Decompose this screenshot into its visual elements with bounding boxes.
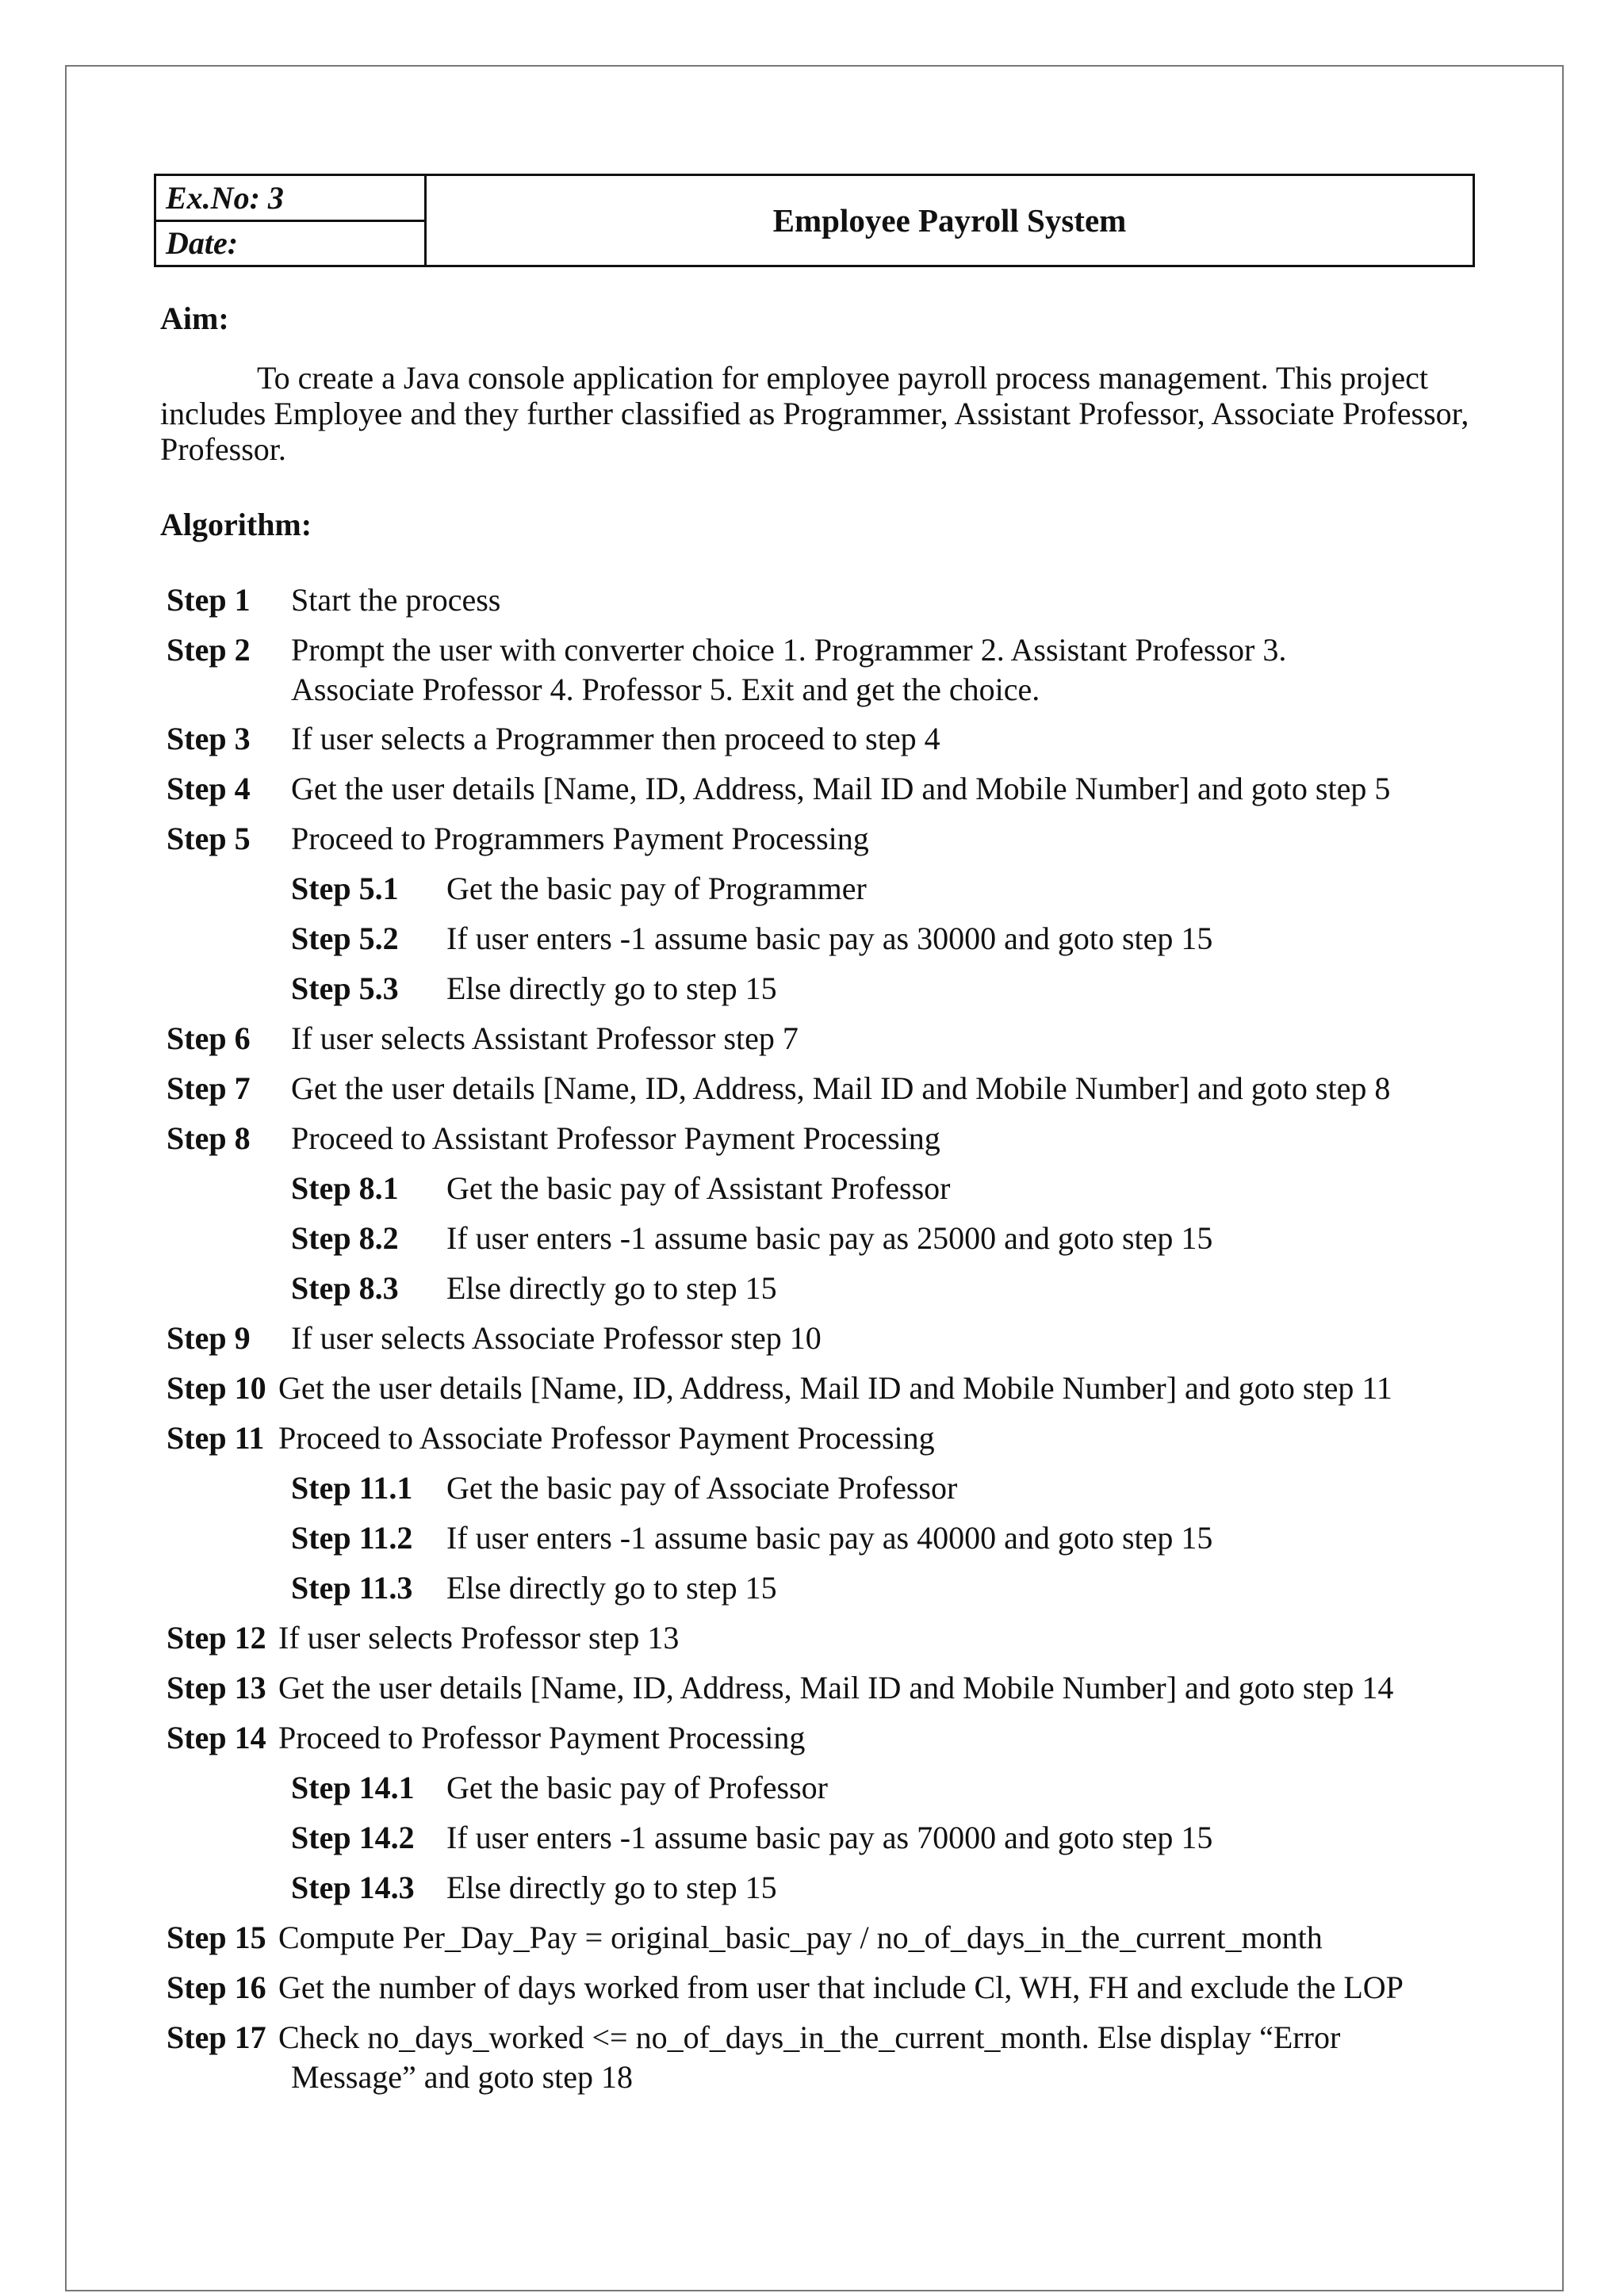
step-label: Step 16	[167, 1970, 266, 2005]
step-label: Step 3	[167, 721, 251, 756]
step-label: Step 11.1	[291, 1470, 413, 1506]
exercise-number: Ex.No: 3	[156, 176, 424, 222]
step-label: Step 8.1	[291, 1170, 399, 1206]
algorithm-heading: Algorithm:	[160, 507, 312, 542]
step-label: Step 14.2	[291, 1820, 415, 1855]
step-label: Step 14.1	[291, 1770, 415, 1805]
aim-heading: Aim:	[160, 301, 229, 336]
aim-paragraph: To create a Java console application for employee payroll process management. This project includes Employee and they further classified as Programmer, Assistant Professor, Associate Professor, Professor.	[160, 360, 1469, 467]
step-label: Step 8.3	[291, 1270, 399, 1306]
step-text: Get the basic pay of Assistant Professor	[446, 1170, 951, 1206]
step-text-continued: Message” and goto step 18	[291, 2059, 634, 2095]
step-text: Else directly go to step 15	[446, 1570, 777, 1606]
document-title: Employee Payroll System	[772, 202, 1127, 239]
step-text: Proceed to Programmers Payment Processing	[291, 821, 869, 856]
step-label: Step 12	[167, 1620, 266, 1656]
step-label: Step 13	[167, 1670, 266, 1705]
step-label: Step 17	[167, 2019, 266, 2055]
step-text: Else directly go to step 15	[446, 1870, 777, 1905]
step-text: Get the basic pay of Professor	[446, 1770, 828, 1805]
step-text: Get the user details [Name, ID, Address, Mail ID and Mobile Number] and goto step 11	[278, 1370, 1392, 1406]
step-text: If user enters -1 assume basic pay as 25000 and goto step 15	[446, 1220, 1213, 1256]
step-label: Step 8.2	[291, 1220, 399, 1256]
step-text: If user enters -1 assume basic pay as 70000 and goto step 15	[446, 1820, 1213, 1855]
step-text: If user enters -1 assume basic pay as 40000 and goto step 15	[446, 1520, 1213, 1556]
step-text: If user selects Assistant Professor step 7	[291, 1020, 799, 1056]
step-label: Step 11.2	[291, 1520, 413, 1556]
step-text: Compute Per_Day_Pay = original_basic_pay / no_of_days_in_the_current_month	[278, 1920, 1323, 1955]
header-left-column	[156, 176, 427, 265]
step-label: Step 1	[167, 582, 251, 618]
step-text: If user enters -1 assume basic pay as 30000 and goto step 15	[446, 921, 1213, 956]
step-label: Step 5.3	[291, 970, 399, 1006]
date-field: Date:	[166, 225, 239, 262]
step-text: Get the user details [Name, ID, Address, Mail ID and Mobile Number] and goto step 5	[291, 771, 1391, 806]
step-text: If user selects Professor step 13	[278, 1620, 680, 1656]
step-text: If user selects a Programmer then proceed to step 4	[291, 721, 940, 756]
step-text: Prompt the user with converter choice 1. Programmer 2. Assistant Professor 3.	[291, 632, 1287, 668]
step-label: Step 14.3	[291, 1870, 415, 1905]
step-text: Get the user details [Name, ID, Address, Mail ID and Mobile Number] and goto step 14	[278, 1670, 1394, 1705]
step-label: Step 14	[167, 1720, 266, 1755]
step-label: Step 6	[167, 1020, 251, 1056]
step-text: Else directly go to step 15	[446, 970, 777, 1006]
step-text: Get the user details [Name, ID, Address, Mail ID and Mobile Number] and goto step 8	[291, 1070, 1391, 1106]
step-text: Else directly go to step 15	[446, 1270, 777, 1306]
step-text: Get the basic pay of Programmer	[446, 871, 867, 906]
step-label: Step 5.2	[291, 921, 399, 956]
step-text: Get the basic pay of Associate Professor	[446, 1470, 958, 1506]
step-label: Step 4	[167, 771, 251, 806]
step-label: Step 5.1	[291, 871, 399, 906]
step-label: Step 10	[167, 1370, 266, 1406]
step-label: Step 7	[167, 1070, 251, 1106]
step-label: Step 8	[167, 1120, 251, 1156]
step-label: Step 5	[167, 821, 251, 856]
step-text: Get the number of days worked from user that include Cl, WH, FH and exclude the LOP	[278, 1970, 1404, 2005]
step-text: Check no_days_worked <= no_of_days_in_the_current_month. Else display “Error	[278, 2019, 1341, 2055]
step-text: If user selects Associate Professor step 10	[291, 1320, 822, 1356]
step-label: Step 15	[167, 1920, 266, 1955]
step-label: Step 9	[167, 1320, 251, 1356]
step-label: Step 2	[167, 632, 251, 668]
step-label: Step 11	[167, 1420, 265, 1456]
step-text: Proceed to Assistant Professor Payment Processing	[291, 1120, 940, 1156]
step-text: Proceed to Professor Payment Processing	[278, 1720, 806, 1755]
step-label: Step 11.3	[291, 1570, 413, 1606]
step-text: Start the process	[291, 582, 501, 618]
step-text-continued: Associate Professor 4. Professor 5. Exit and get the choice.	[291, 672, 1040, 707]
header-table	[154, 174, 1475, 267]
step-text: Proceed to Associate Professor Payment Processing	[278, 1420, 935, 1456]
